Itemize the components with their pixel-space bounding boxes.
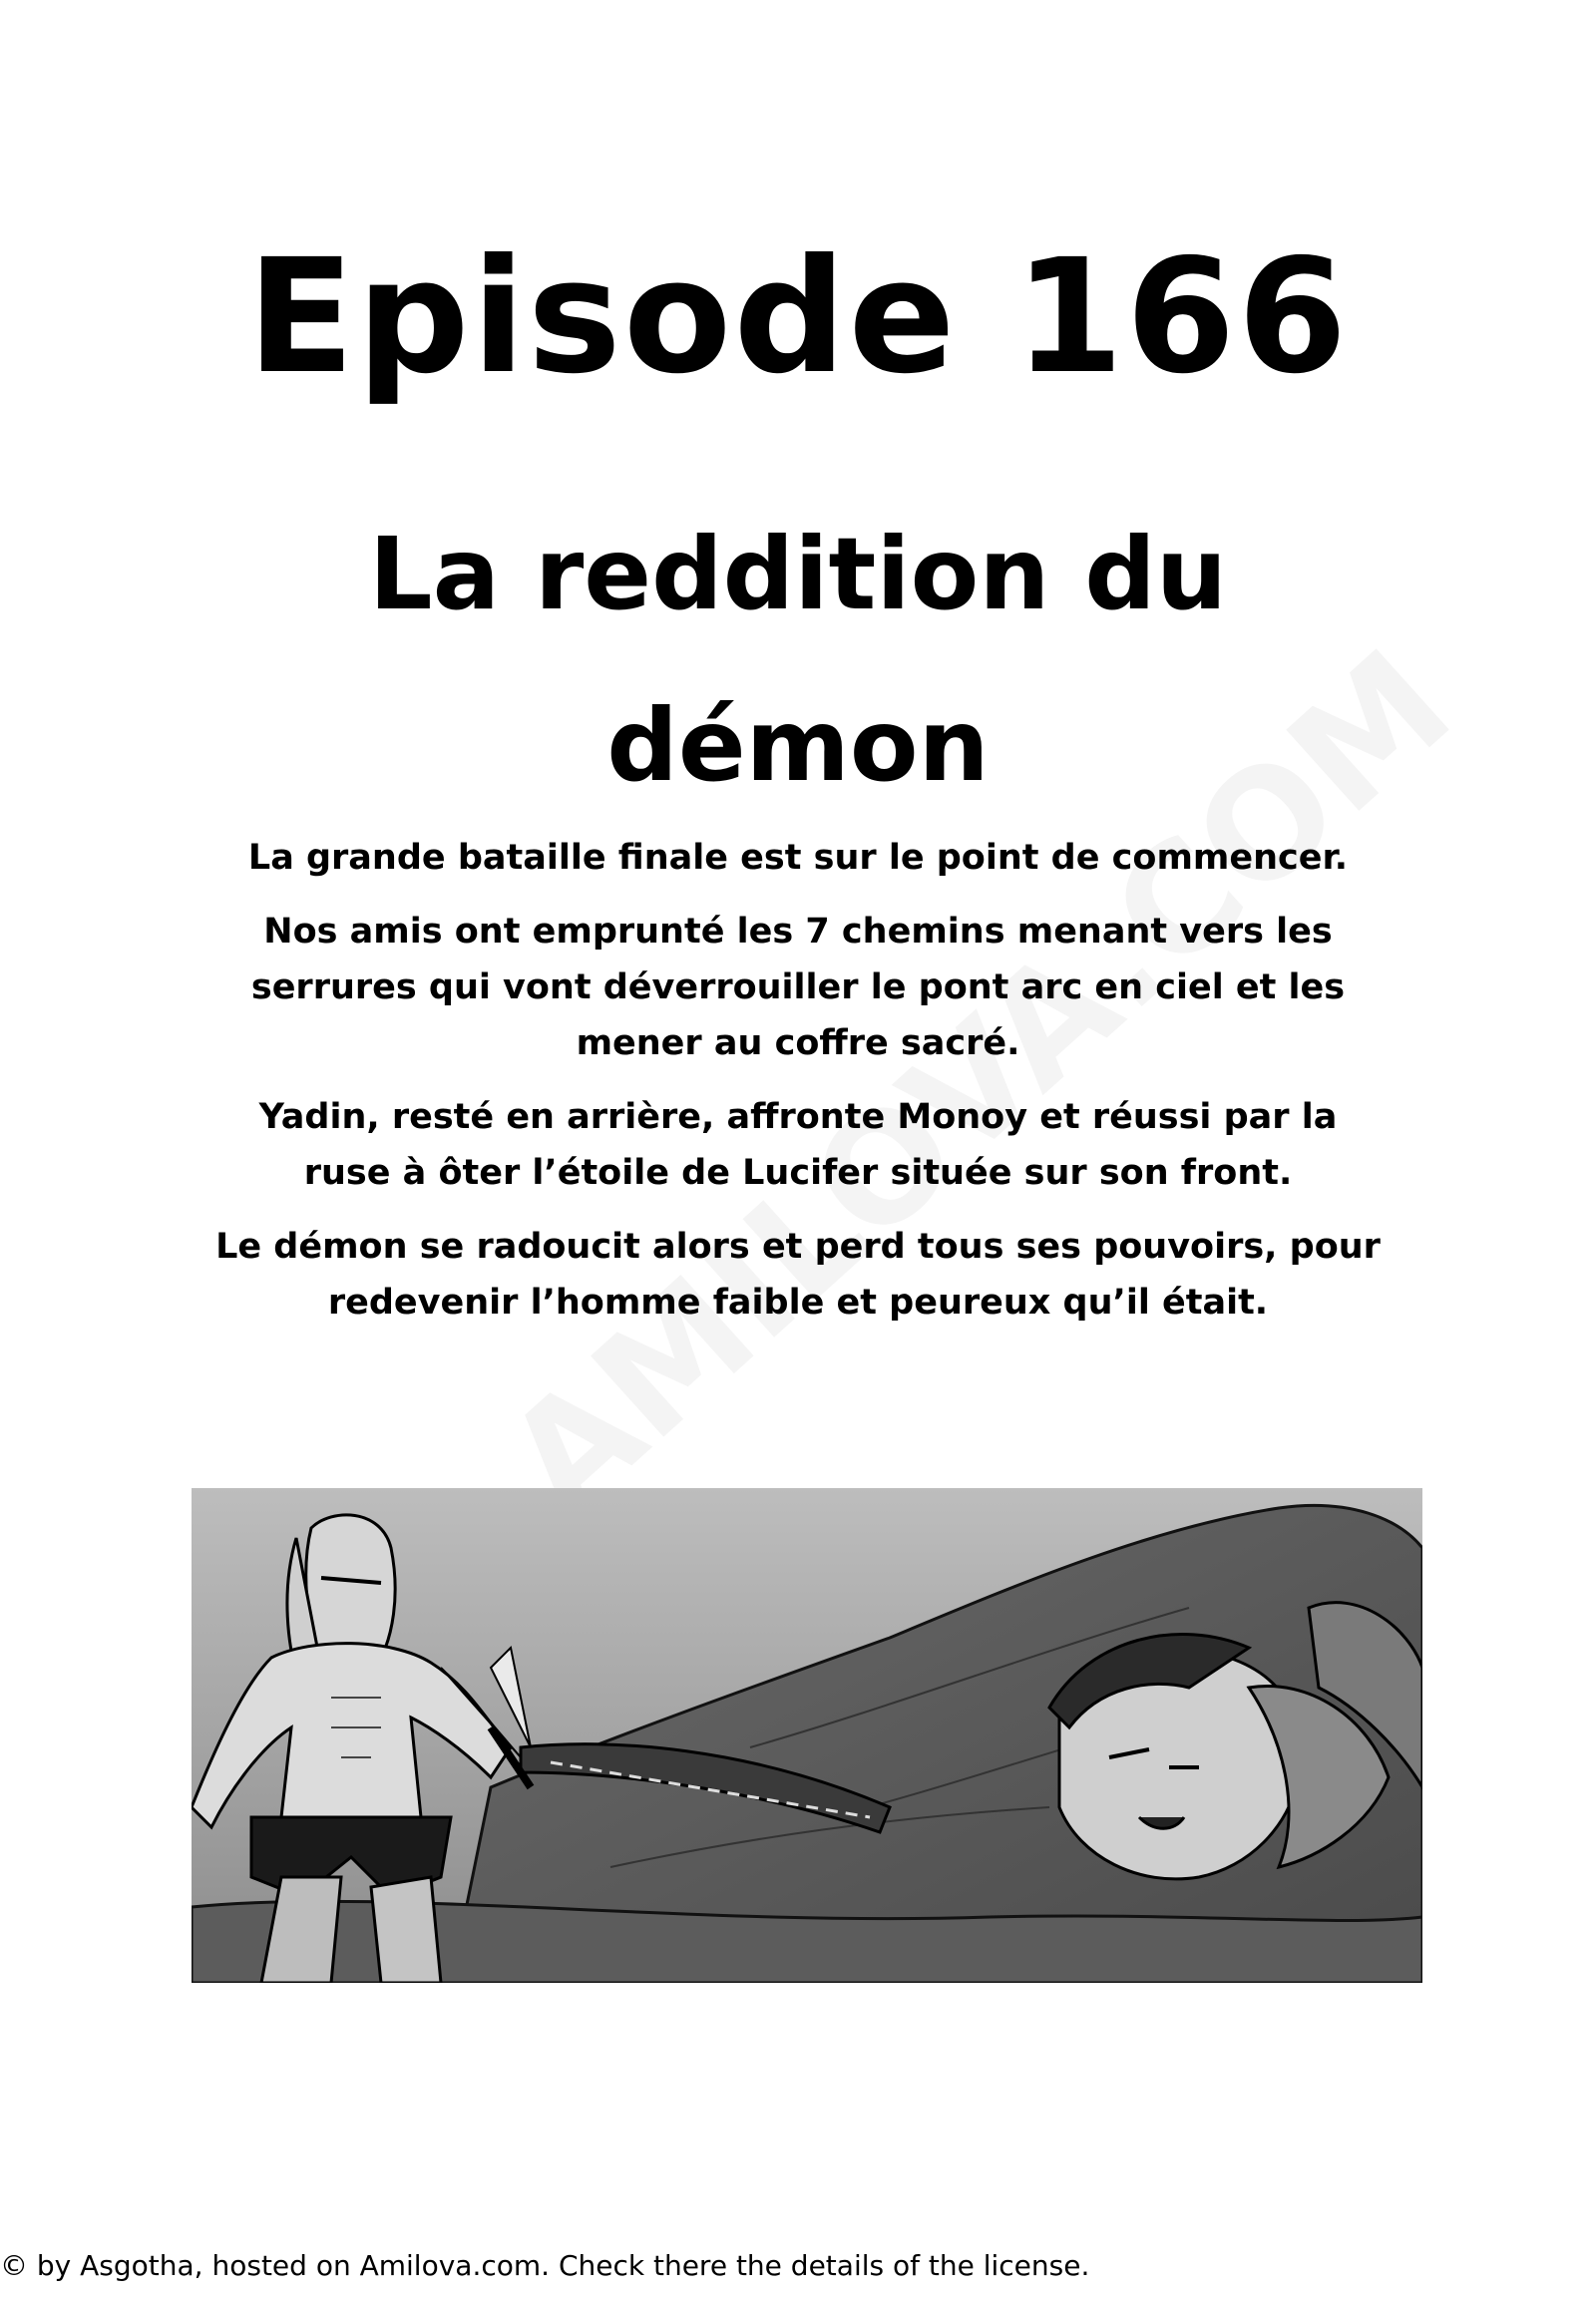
synopsis [150,830,1446,1348]
episode-subtitle [0,489,1596,832]
synopsis-line: La grande bataille finale est sur le point de commencer. [247,838,1349,878]
synopsis-paragraph-3 [150,1089,1446,1201]
synopsis-line: Yadin, resté en arrière, affronte Monoy et réussi par la [258,1097,1338,1137]
comic-panel-illustration [192,1488,1422,1983]
synopsis-paragraph-4 [150,1219,1446,1331]
episode-title: Episode 166 [246,225,1350,409]
synopsis-line: redevenir l’homme faible et peureux qu’il était. [327,1283,1269,1323]
episode-subtitle-line-2: démon [606,687,990,804]
synopsis-line: Nos amis ont emprunté les 7 chemins menant vers les [263,912,1333,952]
synopsis-line: serrures qui vont déverrouiller le pont arc en ciel et les [250,967,1346,1007]
episode-subtitle-line-1: La reddition du [368,516,1228,632]
synopsis-line: mener au coffre sacré. [576,1023,1020,1063]
synopsis-line: Le démon se radoucit alors et perd tous ses pouvoirs, pour [215,1227,1381,1267]
battle-scene-image [192,1488,1422,1983]
synopsis-line: ruse à ôter l’étoile de Lucifer située sur son front. [303,1153,1293,1193]
synopsis-paragraph-1 [150,830,1446,886]
license-credit: © by Asgotha, hosted on Amilova.com. Check there the details of the license. [0,2249,1090,2282]
synopsis-paragraph-2 [150,904,1446,1071]
